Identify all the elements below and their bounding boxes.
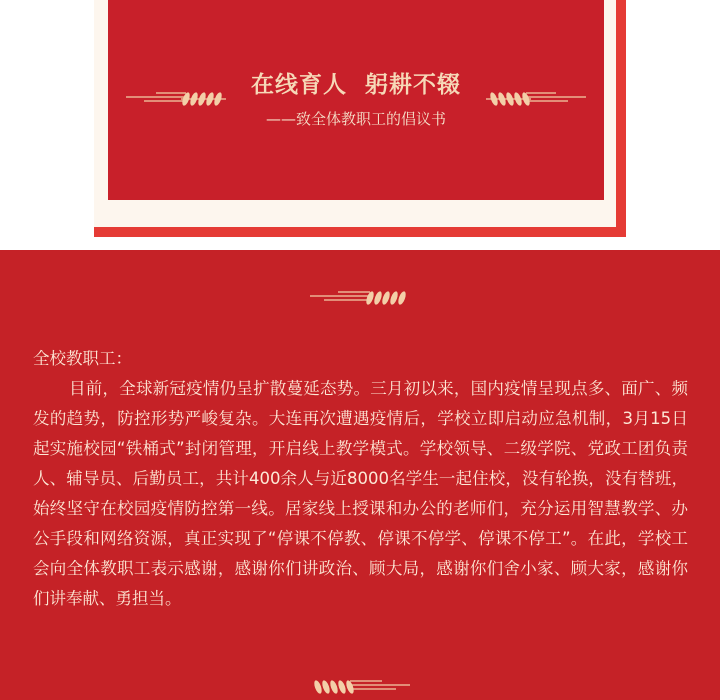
wheat-ear-left-icon [126,86,226,112]
wheat-ear-divider-icon [310,285,410,311]
letter-content [33,344,688,614]
wheat-ear-right-icon [486,86,586,112]
page-title: 在线育人 躬耕不辍 [250,72,461,98]
letter-salutation: 全校教职工： [33,349,132,368]
letter-section [0,250,720,700]
header-band [0,0,720,250]
page-subtitle: ——致全体教职工的倡议书 [265,110,446,128]
wheat-ear-divider-icon [310,674,410,700]
letter-paragraph: 目前，全球新冠疫情仍呈扩散蔓延态势。三月初以来，国内疫情呈现点多、面广、频发的趋势，防控形势严峻复杂。大连再次遭遇疫情后，学校立即启动应急机制，3月15日起实施校园“铁桶式”封闭管理，开启线上教学模式。学校领导、二级学院、党政工团负责人、辅导员、后勤员工，共计400余人与近8000名学生一起住校，没有轮换，没有替班，始终坚守在校园疫情防控第一线。居家线上授课和办公的老师们，充分运用智慧教学、办公手段和网络资源，真正实现了“停课不停教、停课不停学、停课不停工”。在此，学校工会向全体教职工表示感谢，感谢你们讲政治、顾大局，感谢你们舍小家、顾大家，感谢你们讲奉献、勇担当。 [33,379,688,608]
